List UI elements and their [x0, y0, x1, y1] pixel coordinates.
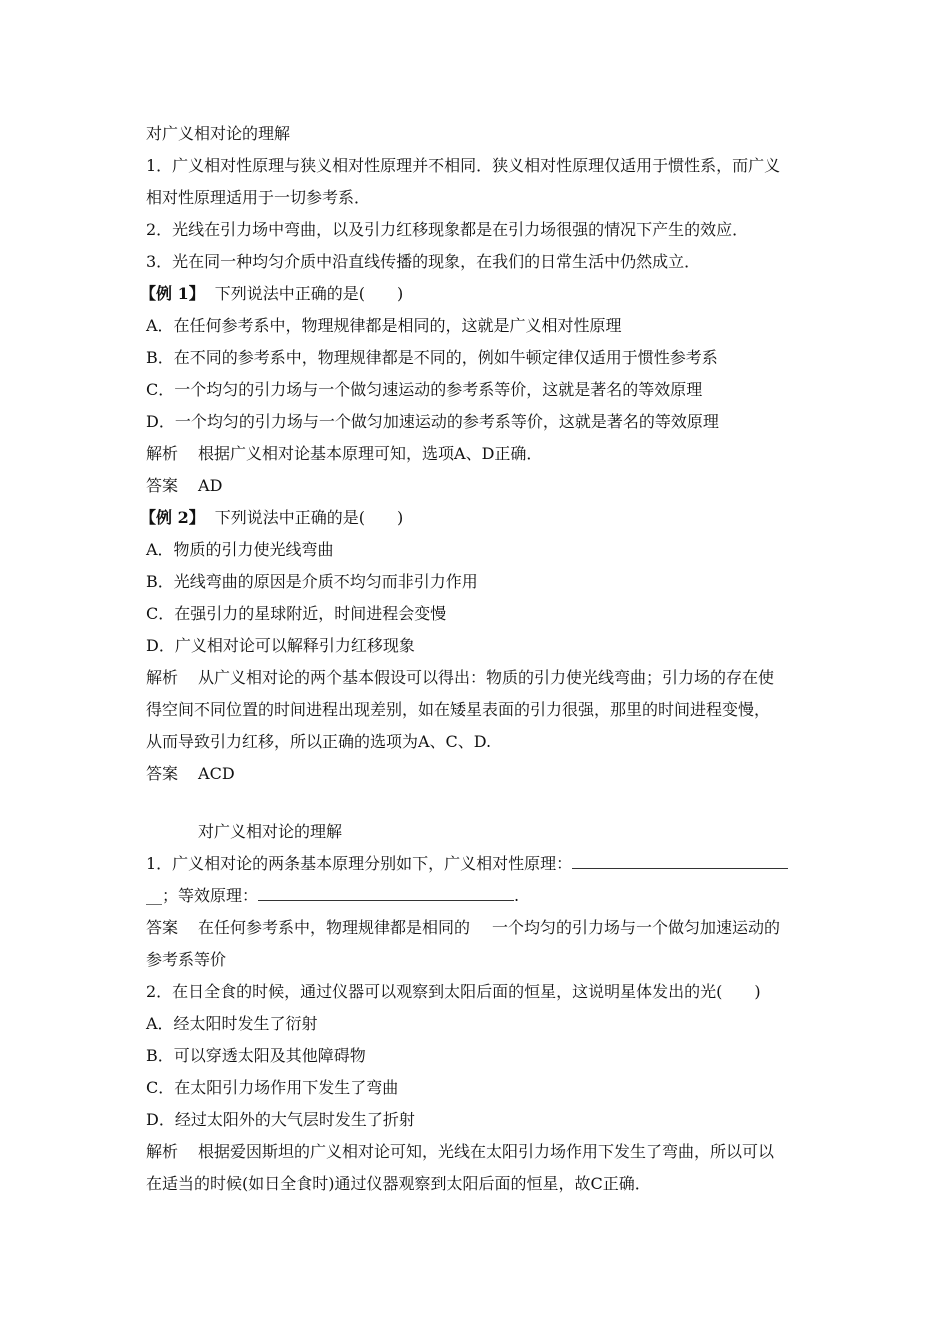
exercise-1-text-2: __；等效原理： [146, 886, 259, 905]
answer-text: AD [198, 476, 223, 495]
exercise-2-analysis-2: 在适当的时候(如日全食时)通过仪器观察到太阳后面的恒星，故C正确． [146, 1174, 651, 1193]
exercise-1-answer-1 [146, 918, 811, 938]
example-1-answer [146, 476, 811, 496]
analysis-label: 解析 [146, 668, 179, 687]
fill-blank-1[interactable] [572, 854, 788, 869]
analysis-text: 根据广义相对论基本原理可知，选项A、D正确． [198, 444, 543, 463]
analysis-text: 从广义相对论的两个基本假设可以得出：物质的引力使光线弯曲；引力场的存在使 [198, 668, 775, 687]
exercise-2-option-d: D．经过太阳外的大气层时发生了折射 [146, 1110, 415, 1129]
answer-part-1: 在任何参考系中，物理规律都是相同的 [198, 918, 471, 937]
paragraph-3: 3．光在同一种均匀介质中沿直线传播的现象，在我们的日常生活中仍然成立． [146, 252, 701, 271]
exercise-1-period: . [514, 886, 520, 905]
example-2-analysis-3: 从而导致引力红移，所以正确的选项为A、C、D. [146, 732, 492, 751]
example-1-option-c: C．一个均匀的引力场与一个做匀速运动的参考系等价，这就是著名的等效原理 [146, 380, 703, 399]
example-2-analysis-2: 得空间不同位置的时间进程出现差别，如在矮星表面的引力很强，那里的时间进程变慢， [146, 700, 771, 719]
exercise-1-line-1 [146, 854, 811, 874]
example-2-option-c: C．在强引力的星球附近，时间进程会变慢 [146, 604, 447, 623]
section-title: 对广义相对论的理解 [146, 124, 291, 143]
exercise-1-line-2 [146, 886, 811, 906]
analysis-label: 解析 [146, 1142, 179, 1161]
exercise-2-question: 2．在日全食的时候，通过仪器可以观察到太阳后面的恒星，这说明星体发出的光( ) [146, 982, 761, 1001]
exercise-2-option-c: C．在太阳引力场作用下发生了弯曲 [146, 1078, 399, 1097]
answer-label: 答案 [146, 764, 179, 783]
answer-part-2: 一个均匀的引力场与一个做匀加速运动的 [492, 918, 781, 937]
example-1-question [140, 284, 805, 304]
example-2-option-a: A．物质的引力使光线弯曲 [146, 540, 334, 559]
answer-label: 答案 [146, 476, 179, 495]
example-2-analysis-1 [146, 668, 811, 688]
exercise-1-text: 1．广义相对论的两条基本原理分别如下，广义相对性原理： [146, 854, 573, 873]
answer-text: ACD [198, 764, 235, 783]
paragraph-2: 2．光线在引力场中弯曲，以及引力红移现象都是在引力场很强的情况下产生的效应． [146, 220, 749, 239]
example-1-analysis [146, 444, 811, 464]
exercise-2-analysis-1 [146, 1142, 811, 1162]
example-1-question-text: 下列说法中正确的是( ) [214, 284, 404, 303]
exercise-1-answer-2: 参考系等价 [146, 950, 227, 969]
answer-label: 答案 [146, 918, 179, 937]
analysis-text: 根据爱因斯坦的广义相对论可知，光线在太阳引力场作用下发生了弯曲，所以可以 [198, 1142, 775, 1161]
example-1-option-b: B．在不同的参考系中，物理规律都是不同的，例如牛顿定律仅适用于惯性参考系 [146, 348, 718, 367]
fill-blank-2[interactable] [258, 886, 514, 901]
exercise-2-option-b: B．可以穿透太阳及其他障碍物 [146, 1046, 366, 1065]
paragraph-1a: 1．广义相对性原理与狭义相对性原理并不相同．狭义相对性原理仅适用于惯性系，而广义 [146, 156, 781, 175]
example-2-tag: 【例 2】 [140, 508, 205, 527]
example-2-option-b: B．光线弯曲的原因是介质不均匀而非引力作用 [146, 572, 478, 591]
example-2-option-d: D．广义相对论可以解释引力红移现象 [146, 636, 415, 655]
example-2-question [140, 508, 805, 528]
paragraph-1b: 相对性原理适用于一切参考系． [146, 188, 371, 207]
exercise-2-option-a: A．经太阳时发生了衍射 [146, 1014, 318, 1033]
section-2-title: 对广义相对论的理解 [198, 822, 343, 841]
example-1-option-a: A．在任何参考系中，物理规律都是相同的，这就是广义相对性原理 [146, 316, 622, 335]
analysis-label: 解析 [146, 444, 179, 463]
example-2-question-text: 下列说法中正确的是( ) [214, 508, 404, 527]
example-1-option-d: D．一个均匀的引力场与一个做匀加速运动的参考系等价，这就是著名的等效原理 [146, 412, 719, 431]
example-1-tag: 【例 1】 [140, 284, 205, 303]
example-2-answer [146, 764, 811, 784]
